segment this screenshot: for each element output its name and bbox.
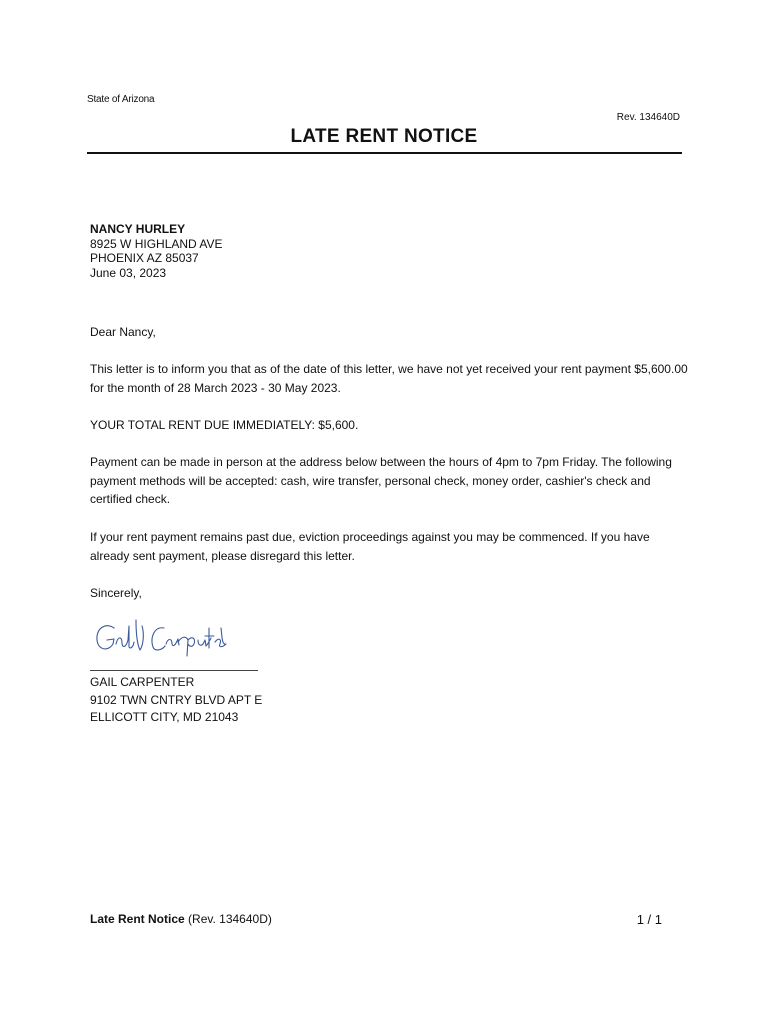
- recipient-block: [90, 222, 223, 280]
- paragraph-total-due: YOUR TOTAL RENT DUE IMMEDIATELY: $5,600.: [90, 418, 359, 432]
- sender-block: [90, 674, 262, 727]
- closing: Sincerely,: [90, 586, 142, 600]
- signature-image: [92, 614, 242, 666]
- state-label: State of Arizona: [87, 94, 155, 105]
- letter-date: June 03, 2023: [90, 265, 167, 280]
- recipient-address-line1: 8925 W HIGHLAND AVE: [90, 236, 223, 251]
- recipient-address-line2: PHOENIX AZ 85037: [90, 251, 199, 265]
- paragraph-eviction-warning: If your rent payment remains past due, eviction proceedings against you may be commenced. If you have already sent payment, please disregard this letter.: [90, 530, 650, 563]
- footer-doc-label: [90, 912, 272, 926]
- sender-address-line1: 9102 TWN CNTRY BLVD APT E: [90, 692, 263, 707]
- revision-number: Rev. 134640D: [616, 112, 680, 123]
- salutation: Dear Nancy,: [90, 325, 156, 339]
- page-title: LATE RENT NOTICE: [290, 126, 478, 147]
- page-indicator: 1 / 1: [636, 912, 662, 927]
- footer-revision: (Rev. 134640D): [188, 912, 272, 926]
- recipient-name: NANCY HURLEY: [90, 222, 186, 236]
- paragraph-notice: This letter is to inform you that as of the date of this letter, we have not yet received your rent payment $5,600.00 for the month of 28 March 2023 - 30 May 2023.: [90, 362, 688, 395]
- signature-line: [90, 670, 258, 671]
- title-divider: [87, 152, 682, 154]
- sender-address-line2: ELLICOTT CITY, MD 21043: [90, 710, 239, 724]
- paragraph-payment-methods: Payment can be made in person at the address below between the hours of 4pm to 7pm Friday. The following payment methods will be accepted: cash, wire transfer, personal check, money order, cashier's check and certified check.: [90, 455, 672, 506]
- sender-name: GAIL CARPENTER: [90, 675, 195, 689]
- footer-doc-name: Late Rent Notice: [90, 912, 185, 926]
